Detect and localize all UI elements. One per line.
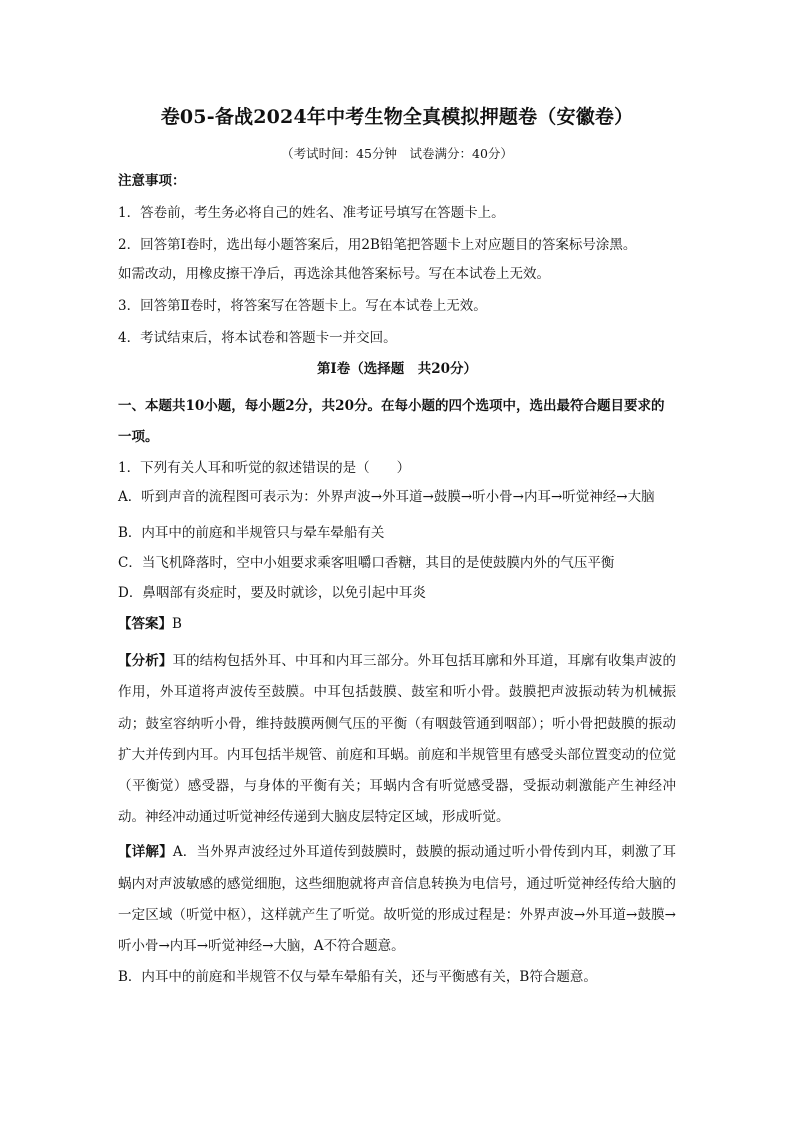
option-d: D．鼻咽部有炎症时，要及时就诊，以免引起中耳炎 <box>118 585 426 602</box>
question-stem: 1．下列有关人耳和听觉的叙述错误的是（ ） <box>118 460 411 476</box>
option-b: B．内耳中的前庭和半规管只与晕车晕船有关 <box>118 525 385 542</box>
answer-value: B <box>172 616 182 633</box>
detail-paragraph <box>118 837 676 962</box>
detail-option-b: B．内耳中的前庭和半规管不仅与晕车晕船有关，还与平衡感有关，B符合题意。 <box>118 969 597 986</box>
option-a: A．听到声音的流程图可表示为：外界声波→外耳道→鼓膜→听小骨→内耳→听觉神经→大脑 <box>118 489 655 505</box>
exam-info: （考试时间：45分钟 试卷满分：40分） <box>281 146 513 161</box>
analysis-text: 耳的结构包括外耳、中耳和内耳三部分。外耳包括耳廓和外耳道，耳廓有收集声波的作用，外耳道将声波传至鼓膜。中耳包括鼓膜、鼓室和听小骨。鼓膜把声波振动转为机械振动；鼓室容纳听小骨，维持鼓膜两侧气压的平衡（有咽鼓管通到咽部）；听小骨把鼓膜的振动扩大并传到内耳。内耳包括半规管、前庭和耳蜗。前庭和半规管里有感受头部位置变动的位觉（平衡觉）感受器，与身体的平衡有关；耳蜗内含有听觉感受器，受振动刺激能产生神经冲动。神经冲动通过听觉神经传递到大脑皮层特定区域，形成听觉。 <box>118 653 677 826</box>
analysis-paragraph <box>118 646 676 833</box>
answer-line <box>118 615 676 634</box>
detail-tag: 【详解】 <box>118 844 173 861</box>
option-c: C．当飞机降落时，空中小姐要求乘客咀嚼口香糖，其目的是使鼓膜内外的气压平衡 <box>118 555 615 572</box>
note-item-2: 2．回答第Ⅰ卷时，选出每小题答案后，用2B铅笔把答题卡上对应题目的答案标号涂黑。 <box>118 237 637 253</box>
note-item-3: 3．回答第Ⅱ卷时，将答案写在答题卡上。写在本试卷上无效。 <box>118 298 487 314</box>
analysis-tag: 【分析】 <box>118 653 173 670</box>
note-item-1: 1．答卷前，考生务必将自己的姓名、准考证号填写在答题卡上。 <box>118 205 505 221</box>
note-item-4: 4．考试结束后，将本试卷和答题卡一并交回。 <box>118 330 397 346</box>
answer-tag: 【答案】 <box>118 616 172 633</box>
section-title: 第Ⅰ卷（选择题 共20分） <box>316 361 478 377</box>
note-item-2-continued: 如需改动，用橡皮擦干净后，再选涂其他答案标号。写在本试卷上无效。 <box>118 266 550 282</box>
section-instruction: 一、本题共10小题，每小题2分，共20分。在每小题的四个选项中，选出最符合题目要求的一项。 <box>118 398 665 445</box>
page-title: 卷05-备战2024年中考生物全真模拟押题卷（安徽卷） <box>160 106 634 128</box>
detail-text: A．当外界声波经过外耳道传到鼓膜时，鼓膜的振动通过听小骨传到内耳，刺激了耳蜗内对声波敏感的感觉细胞，这些细胞就将声音信息转换为电信号，通过听觉神经传给大脑的一定区域（听觉中枢），这样就产生了听觉。故听觉的形成过程是：外界声波→外耳道→鼓膜→听小骨→内耳→听觉神经→大脑，A不符合题意。 <box>118 844 677 955</box>
notes-heading: 注意事项： <box>118 173 186 189</box>
